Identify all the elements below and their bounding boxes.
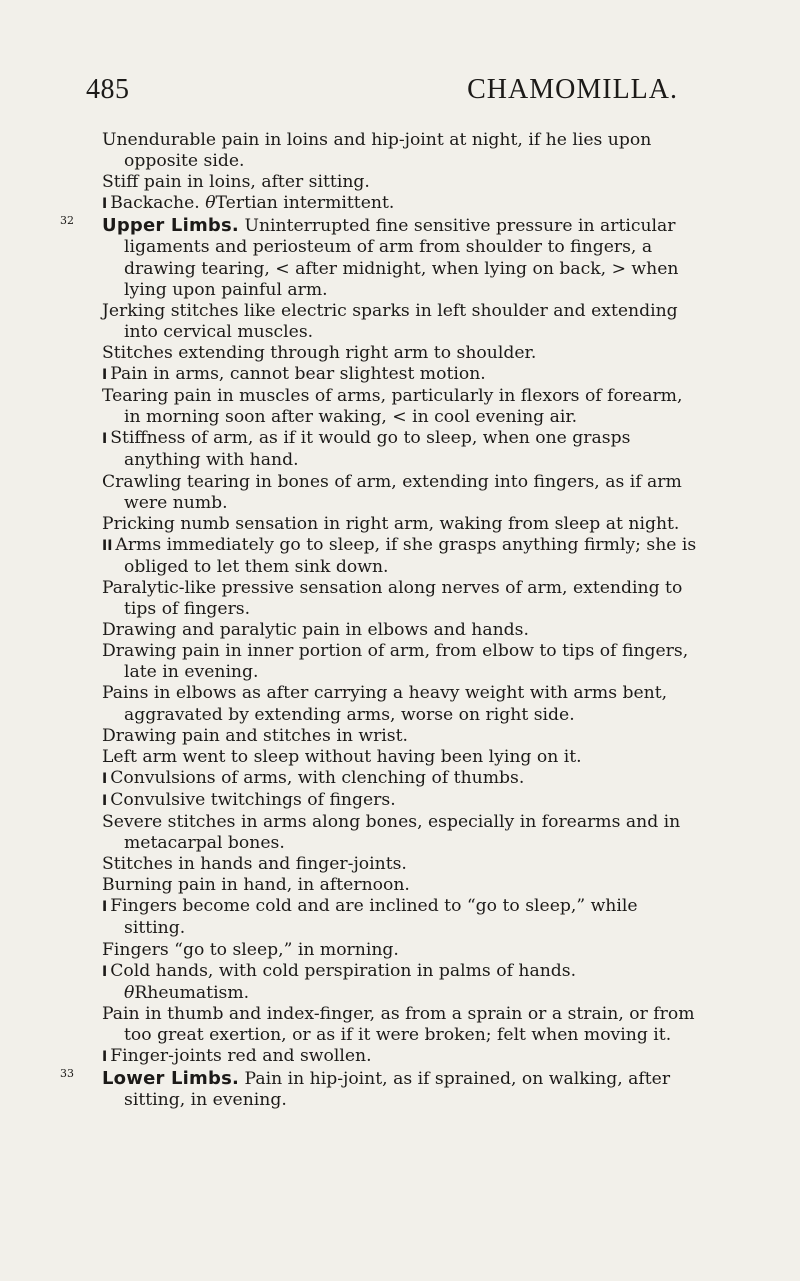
emphasis-mark: I: [102, 792, 108, 809]
paragraph: [102, 130, 702, 172]
paragraph: [102, 514, 702, 535]
paragraph-text-2: Rheumatism.: [134, 982, 250, 1003]
paragraph: [102, 343, 702, 364]
paragraph: [102, 812, 702, 854]
paragraph-text: Pain in thumb and index-finger, as from a sprain or a strain, or from too great exertion, or as if it were broken; felt when moving it.: [102, 1003, 695, 1045]
paragraph-text: Jerking stitches like electric sparks in left shoulder and extending into cervical muscles.: [102, 300, 678, 342]
emphasis-mark: I: [102, 431, 108, 448]
paragraph: [102, 683, 702, 725]
paragraph-text: Severe stitches in arms along bones, especially in forearms and in metacarpal bones.: [102, 812, 681, 854]
paragraph: [102, 940, 702, 961]
paragraph: [102, 578, 702, 620]
paragraph-text: Crawling tearing in bones of arm, extending into fingers, as if arm were numb.: [102, 471, 682, 513]
paragraph: [102, 875, 702, 896]
emphasis-mark: I: [102, 1049, 108, 1066]
paragraph: [102, 172, 702, 193]
theta-symbol: θ: [205, 193, 216, 214]
paragraph-text: Stiffness of arm, as if it would go to sleep, when one grasps anything with hand.: [110, 428, 631, 471]
paragraph-text: Pains in elbows as after carrying a heavy weight with arms bent, aggravated by extending arms, worse on right side.: [102, 683, 668, 725]
paragraph-text: Pain in hip-joint, as if sprained, on walking, after sitting, in evening.: [124, 1069, 671, 1111]
paragraph: [102, 301, 702, 343]
paragraph-text: Cold hands, with cold perspiration in palms of hands.: [110, 960, 577, 981]
emphasis-mark: I: [102, 963, 108, 980]
paragraph: [102, 896, 702, 939]
emphasis-mark: I: [102, 770, 108, 787]
paragraph: [102, 768, 702, 790]
paragraph: [102, 386, 702, 428]
paragraph-text: Arms immediately go to sleep, if she grasps anything firmly; she is obliged to let them sink down.: [115, 534, 697, 577]
paragraph-text: Unendurable pain in loins and hip-joint at night, if he lies upon opposite side.: [102, 130, 652, 172]
section-heading: Lower Limbs.: [102, 1068, 240, 1090]
paragraph-text: Drawing and paralytic pain in elbows and hands.: [102, 620, 529, 641]
paragraph-text: Stitches extending through right arm to shoulder.: [102, 342, 537, 363]
paragraph-text: Tearing pain in muscles of arms, particularly in flexors of forearm, in morning soon after waking, < in cool evening air.: [102, 386, 683, 428]
paragraph: [102, 790, 702, 812]
paragraph: [102, 726, 702, 747]
paragraph-text: Pricking numb sensation in right arm, waking from sleep at night.: [102, 513, 680, 534]
section-heading: Upper Limbs.: [102, 215, 239, 237]
body-text: [60, 130, 702, 1111]
paragraph-text: Convulsions of arms, with clenching of thumbs.: [110, 767, 525, 788]
paragraph: [102, 620, 702, 641]
paragraph: [102, 747, 702, 768]
paragraph: [102, 428, 702, 471]
page-header: [86, 74, 678, 114]
paragraph: [102, 193, 702, 215]
paragraph-text: Uninterrupted fine sensitive pressure in articular ligaments and periosteum of arm from shoulder to fingers, a drawing tearing, < after midnight, when lying on back, > when lying upon painful arm.: [124, 216, 679, 300]
theta-symbol: θ: [124, 982, 135, 1003]
paragraph-text: Stiff pain in loins, after sitting.: [102, 172, 370, 193]
emphasis-mark: I: [102, 899, 108, 916]
paragraph-text: Fingers “go to sleep,” in morning.: [102, 939, 399, 960]
paragraph: [102, 364, 702, 386]
paragraph-text: Drawing pain and stitches in wrist.: [102, 725, 408, 746]
emphasis-mark: II: [102, 537, 113, 554]
paragraph-text: Paralytic-like pressive sensation along nerves of arm, extending to tips of fingers.: [102, 577, 683, 620]
paragraph: [102, 472, 702, 514]
paragraph: [102, 641, 702, 683]
paragraph: [102, 854, 702, 875]
paragraph-text: Left arm went to sleep without having been lying on it.: [102, 746, 582, 767]
paragraph-text: Stitches in hands and finger-joints.: [102, 854, 407, 875]
paragraph-text-2: Tertian intermittent.: [215, 193, 395, 214]
paragraph: [102, 1046, 702, 1068]
paragraph-text: Fingers become cold and are inclined to “go to sleep,” while sitting.: [110, 896, 638, 939]
paragraph-text: Finger-joints red and swollen.: [110, 1046, 372, 1067]
paragraph-text: Pain in arms, cannot bear slightest motion.: [110, 364, 486, 385]
emphasis-mark: I: [102, 367, 108, 384]
paragraph-text: Burning pain in hand, in afternoon.: [102, 875, 410, 896]
paragraph: [102, 535, 702, 578]
paragraph-text: Drawing pain in inner portion of arm, from elbow to tips of fingers, late in evening.: [102, 641, 689, 683]
paragraph: 32 Upper Limbs. Uninterrupted fine sensitive pressure in articular ligaments and periosteum of arm from shoulder to fingers, a drawing tearing, < after midnight, when lying on back, > when lying upon painful arm.: [60, 214, 679, 300]
paragraph: [102, 961, 702, 1004]
running-title: CHAMOMILLA.: [467, 74, 678, 105]
paragraph: 33 Lower Limbs. Pain in hip-joint, as if sprained, on walking, after sitting, in evening.: [60, 1067, 671, 1111]
paragraph-text: Convulsive twitchings of fingers.: [110, 789, 396, 810]
paragraph-text: Backache.: [110, 193, 200, 214]
emphasis-mark: I: [102, 196, 108, 213]
page-number: 485: [86, 74, 130, 105]
paragraph: [102, 1004, 702, 1046]
